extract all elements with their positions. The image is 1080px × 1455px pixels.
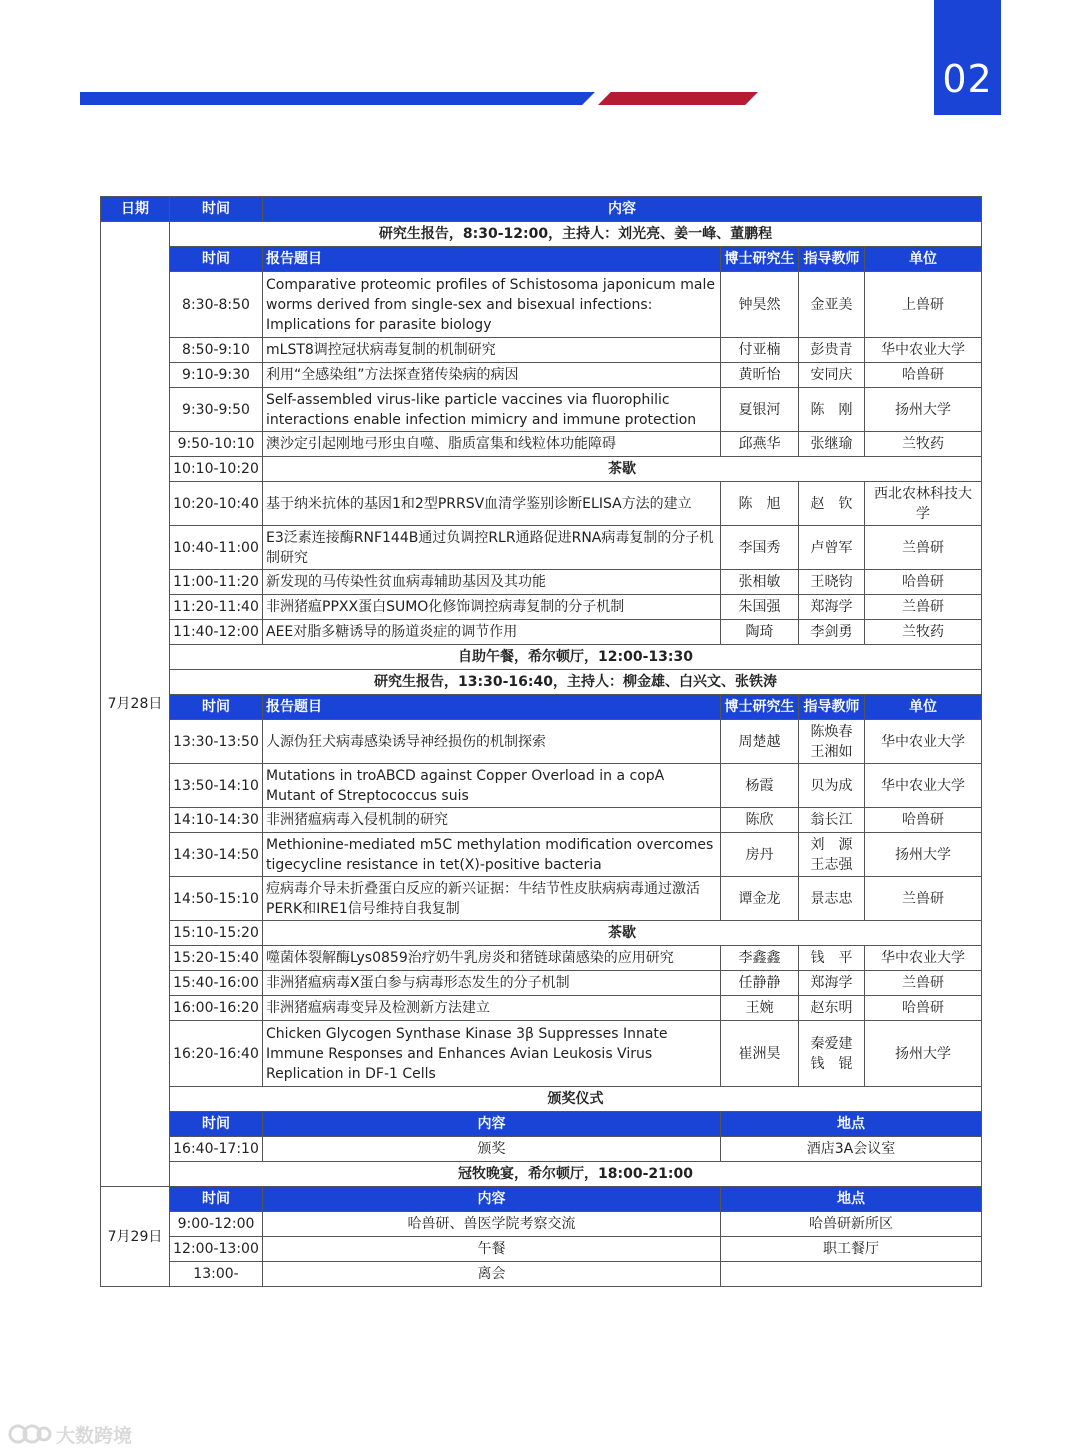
- talk-advisor: 贝为成: [799, 764, 865, 808]
- session-title-afternoon: 研究生报告，13:30-16:40，主持人：柳金雄、白兴文、张铁涛: [170, 670, 982, 695]
- talk-time: 14:30-14:50: [170, 833, 263, 877]
- venue-row: [101, 1137, 982, 1162]
- talk-row: [101, 363, 982, 388]
- talk-time: 16:20-16:40: [170, 1021, 263, 1087]
- talk-unit: 哈兽研: [865, 363, 982, 388]
- break-label: 茶歇: [263, 457, 982, 482]
- talk-row: [101, 595, 982, 620]
- day2-header-location: 地点: [721, 1187, 982, 1212]
- talk-unit: 兰兽研: [865, 877, 982, 921]
- talk-title: 痘病毒介导未折叠蛋白反应的新兴证据：牛结节性皮肤病病毒通过激活PERK和IRE1信号维持自我复制: [263, 877, 721, 921]
- talk-title: Comparative proteomic profiles of Schistosoma japonicum male worms derived from single-sex and bisexual infections: Implications for parasite biology: [263, 272, 721, 338]
- talk-phd-student: 陶琦: [721, 620, 799, 645]
- subhdr-row: [101, 695, 982, 720]
- talk-time: 14:50-15:10: [170, 877, 263, 921]
- talk-time: 11:00-11:20: [170, 570, 263, 595]
- subheader-unit: 单位: [865, 695, 982, 720]
- talk-advisor: 赵 钦: [799, 482, 865, 526]
- talk-title: 新发现的马传染性贫血病毒辅助基因及其功能: [263, 570, 721, 595]
- talk-title: 非洲猪瘟病毒入侵机制的研究: [263, 808, 721, 833]
- schedule-table: [100, 196, 982, 1287]
- header-content: 内容: [263, 197, 982, 222]
- talk-unit: 华中农业大学: [865, 338, 982, 363]
- talk-unit: 扬州大学: [865, 1021, 982, 1087]
- talk-title: Chicken Glycogen Synthase Kinase 3β Suppresses Innate Immune Responses and Enhances Avian Leukosis Virus Replication in DF-1 Cells: [263, 1021, 721, 1087]
- talk-title: E3泛素连接酶RNF144B通过负调控RLR通路促进RNA病毒复制的分子机制研究: [263, 526, 721, 570]
- day2-location: [721, 1262, 982, 1287]
- subheader-phd: 博士研究生: [721, 695, 799, 720]
- talk-time: 11:20-11:40: [170, 595, 263, 620]
- talk-title: 人源伪狂犬病毒感染诱导神经损伤的机制探索: [263, 720, 721, 764]
- talk-title: 基于纳米抗体的基因1和2型PRRSV血清学鉴别诊断ELISA方法的建立: [263, 482, 721, 526]
- talk-time: 8:30-8:50: [170, 272, 263, 338]
- schedule-body: [101, 197, 982, 1287]
- talk-unit: 哈兽研: [865, 996, 982, 1021]
- talk-row: [101, 482, 982, 526]
- title-row: [101, 670, 982, 695]
- talk-row: [101, 764, 982, 808]
- talk-advisor: 安同庆: [799, 363, 865, 388]
- talk-unit: 华中农业大学: [865, 764, 982, 808]
- venue-content: 颁奖: [263, 1137, 721, 1162]
- talk-advisor: 李剑勇: [799, 620, 865, 645]
- talk-row: [101, 720, 982, 764]
- talk-advisor: 刘 源 王志强: [799, 833, 865, 877]
- title-row: [101, 222, 982, 247]
- talk-advisor: 翁长江: [799, 808, 865, 833]
- day2-content: 离会: [263, 1262, 721, 1287]
- talk-phd-student: 谭金龙: [721, 877, 799, 921]
- subhdr-row: [101, 247, 982, 272]
- title-row: [101, 1162, 982, 1187]
- talk-time: 13:50-14:10: [170, 764, 263, 808]
- talk-phd-student: 黄昕怡: [721, 363, 799, 388]
- day2-header-row: [101, 1187, 982, 1212]
- talk-row: [101, 570, 982, 595]
- talk-phd-student: 张相敏: [721, 570, 799, 595]
- talk-title: 利用“全感染组”方法探查猪传染病的病因: [263, 363, 721, 388]
- talk-unit: 西北农林科技大学: [865, 482, 982, 526]
- talk-phd-student: 邱燕华: [721, 432, 799, 457]
- talk-time: 9:30-9:50: [170, 388, 263, 432]
- talk-time: 14:10-14:30: [170, 808, 263, 833]
- talk-time: 15:40-16:00: [170, 971, 263, 996]
- subheader-advisor: 指导教师: [799, 695, 865, 720]
- day2-row: [101, 1237, 982, 1262]
- day2-content: 哈兽研、兽医学院考察交流: [263, 1212, 721, 1237]
- talk-title: 非洲猪瘟PPXX蛋白SUMO化修饰调控病毒复制的分子机制: [263, 595, 721, 620]
- talk-row: [101, 833, 982, 877]
- talk-time: 15:20-15:40: [170, 946, 263, 971]
- date-cell-day2: 7月29日: [101, 1187, 170, 1287]
- talk-title: Self-assembled virus-like particle vaccines via fluorophilic interactions enable infection mimicry and immune protection: [263, 388, 721, 432]
- title-row: [101, 645, 982, 670]
- day2-row: [101, 1212, 982, 1237]
- talk-row: [101, 338, 982, 363]
- talk-time: 13:30-13:50: [170, 720, 263, 764]
- subheader-time: 时间: [170, 247, 263, 272]
- talk-title: Mutations in troABCD against Copper Overload in a copA Mutant of Streptococcus suis: [263, 764, 721, 808]
- day2-time: 12:00-13:00: [170, 1237, 263, 1262]
- day2-time: 9:00-12:00: [170, 1212, 263, 1237]
- talk-time: 9:50-10:10: [170, 432, 263, 457]
- subheader-title: 报告题目: [263, 695, 721, 720]
- venuehdr-row: [101, 1112, 982, 1137]
- talk-title: 非洲猪瘟病毒变异及检测新方法建立: [263, 996, 721, 1021]
- talk-phd-student: 陈欣: [721, 808, 799, 833]
- talk-row: [101, 971, 982, 996]
- header-stripe-blue: [80, 92, 595, 105]
- talk-time: 11:40-12:00: [170, 620, 263, 645]
- talk-phd-student: 崔洲昊: [721, 1021, 799, 1087]
- talk-unit: 兰兽研: [865, 971, 982, 996]
- day2-header-content: 内容: [263, 1187, 721, 1212]
- watermark-text: 大数跨境: [56, 1424, 133, 1447]
- talk-phd-student: 任静静: [721, 971, 799, 996]
- talk-advisor: 王晓钧: [799, 570, 865, 595]
- talk-unit: 上兽研: [865, 272, 982, 338]
- talk-phd-student: 李国秀: [721, 526, 799, 570]
- talk-unit: 哈兽研: [865, 570, 982, 595]
- talk-time: 8:50-9:10: [170, 338, 263, 363]
- talk-unit: 兰兽研: [865, 526, 982, 570]
- talk-row: [101, 620, 982, 645]
- subheader-advisor: 指导教师: [799, 247, 865, 272]
- venue-time: 16:40-17:10: [170, 1137, 263, 1162]
- subheader-phd: 博士研究生: [721, 247, 799, 272]
- talk-phd-student: 杨霞: [721, 764, 799, 808]
- break-label: 茶歇: [263, 921, 982, 946]
- break-row: [101, 457, 982, 482]
- talk-advisor: 张继瑜: [799, 432, 865, 457]
- venue-header-content: 内容: [263, 1112, 721, 1137]
- talk-unit: 兰兽研: [865, 595, 982, 620]
- venue-header-location: 地点: [721, 1112, 982, 1137]
- talk-time: 10:20-10:40: [170, 482, 263, 526]
- talk-title: Methionine-mediated m5C methylation modification overcomes tigecycline resistance in tet(X)-positive bacteria: [263, 833, 721, 877]
- talk-advisor: 郑海学: [799, 595, 865, 620]
- talk-title: mLST8调控冠状病毒复制的机制研究: [263, 338, 721, 363]
- talk-phd-student: 王婉: [721, 996, 799, 1021]
- day2-header-time: 时间: [170, 1187, 263, 1212]
- talk-row: [101, 1021, 982, 1087]
- talk-unit: 扬州大学: [865, 833, 982, 877]
- talk-phd-student: 夏银河: [721, 388, 799, 432]
- talk-row: [101, 946, 982, 971]
- talk-phd-student: 陈 旭: [721, 482, 799, 526]
- break-time: 10:10-10:20: [170, 457, 263, 482]
- talk-advisor: 秦爱建 钱 锟: [799, 1021, 865, 1087]
- talk-unit: 兰牧药: [865, 432, 982, 457]
- talk-phd-student: 周楚越: [721, 720, 799, 764]
- talk-row: [101, 996, 982, 1021]
- talk-unit: 扬州大学: [865, 388, 982, 432]
- talk-advisor: 景志忠: [799, 877, 865, 921]
- talk-unit: 哈兽研: [865, 808, 982, 833]
- talk-advisor: 赵东明: [799, 996, 865, 1021]
- break-row: [101, 921, 982, 946]
- venue-location: 酒店3A会议室: [721, 1137, 982, 1162]
- talk-row: [101, 388, 982, 432]
- watermark-logo-icon: [8, 1421, 52, 1447]
- talk-title: 澳沙定引起刚地弓形虫自噬、脂质富集和线粒体功能障碍: [263, 432, 721, 457]
- talk-advisor: 彭贵青: [799, 338, 865, 363]
- subheader-title: 报告题目: [263, 247, 721, 272]
- header-stripe-red: [598, 92, 758, 105]
- talk-row: [101, 808, 982, 833]
- talk-advisor: 陈 刚: [799, 388, 865, 432]
- talk-row: [101, 526, 982, 570]
- day2-content: 午餐: [263, 1237, 721, 1262]
- day2-location: 职工餐厅: [721, 1237, 982, 1262]
- talk-row: [101, 877, 982, 921]
- page-number: 02: [934, 0, 1001, 115]
- talk-advisor: 陈焕春 王湘如: [799, 720, 865, 764]
- talk-time: 9:10-9:30: [170, 363, 263, 388]
- talk-row: [101, 432, 982, 457]
- award-title-row: 颁奖仪式: [170, 1087, 982, 1112]
- break-time: 15:10-15:20: [170, 921, 263, 946]
- talk-unit: 华中农业大学: [865, 720, 982, 764]
- day2-row: [101, 1262, 982, 1287]
- talk-phd-student: 钟昊然: [721, 272, 799, 338]
- talk-time: 10:40-11:00: [170, 526, 263, 570]
- talk-unit: 兰牧药: [865, 620, 982, 645]
- day2-time: 13:00-: [170, 1262, 263, 1287]
- table-header-row: [101, 197, 982, 222]
- talk-unit: 华中农业大学: [865, 946, 982, 971]
- talk-advisor: 郑海学: [799, 971, 865, 996]
- talk-title: 噬菌体裂解酶Lys0859治疗奶牛乳房炎和猪链球菌感染的应用研究: [263, 946, 721, 971]
- session-title-morning: 研究生报告，8:30-12:00，主持人：刘光亮、姜一峰、董鹏程: [170, 222, 982, 247]
- subheader-unit: 单位: [865, 247, 982, 272]
- talk-phd-student: 房丹: [721, 833, 799, 877]
- title-row: [101, 1087, 982, 1112]
- talk-title: 非洲猪瘟病毒X蛋白参与病毒形态发生的分子机制: [263, 971, 721, 996]
- talk-advisor: 卢曾军: [799, 526, 865, 570]
- date-cell-day1: 7月28日: [101, 222, 170, 1187]
- day2-location: 哈兽研新所区: [721, 1212, 982, 1237]
- talk-title: AEE对脂多糖诱导的肠道炎症的调节作用: [263, 620, 721, 645]
- talk-phd-student: 付亚楠: [721, 338, 799, 363]
- talk-phd-student: 朱国强: [721, 595, 799, 620]
- talk-phd-student: 李鑫鑫: [721, 946, 799, 971]
- lunch-row: 自助午餐，希尔顿厅，12:00-13:30: [170, 645, 982, 670]
- venue-header-time: 时间: [170, 1112, 263, 1137]
- header-date: 日期: [101, 197, 170, 222]
- talk-advisor: 钱 平: [799, 946, 865, 971]
- dinner-row: 冠牧晚宴，希尔顿厅，18:00-21:00: [170, 1162, 982, 1187]
- talk-advisor: 金亚美: [799, 272, 865, 338]
- talk-row: [101, 272, 982, 338]
- subheader-time: 时间: [170, 695, 263, 720]
- watermark: [8, 1420, 132, 1448]
- talk-time: 16:00-16:20: [170, 996, 263, 1021]
- header-time: 时间: [170, 197, 263, 222]
